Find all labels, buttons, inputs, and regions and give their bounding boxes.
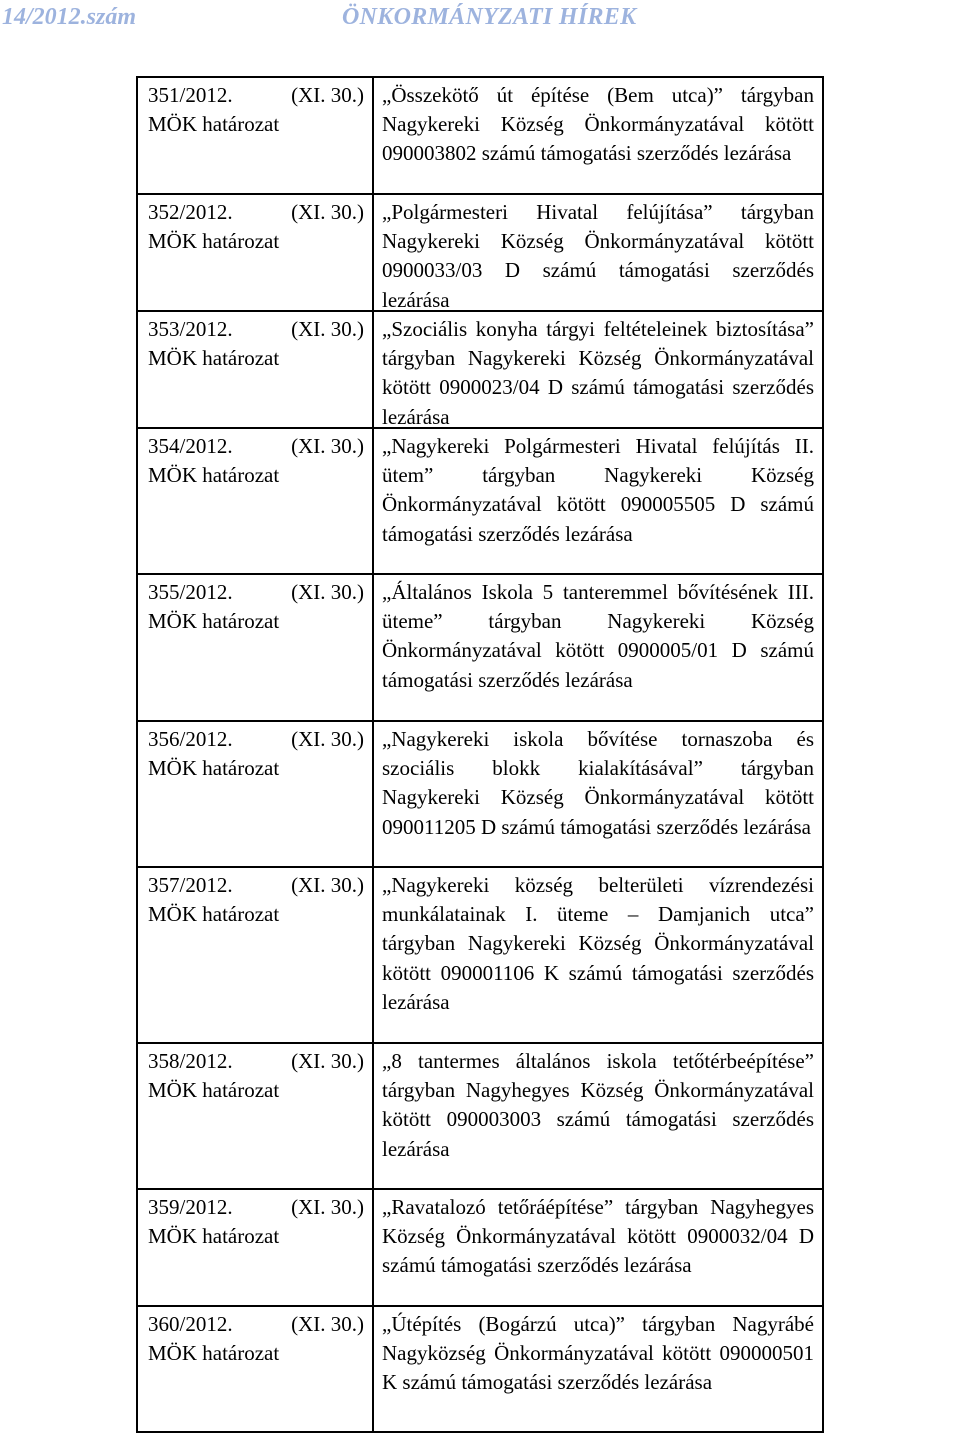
resolution-date: (XI. 30.) (291, 873, 364, 897)
resolution-row (138, 1307, 822, 1431)
resolution-type: MÖK határozat (148, 1341, 280, 1365)
publication-title: ÖNKORMÁNYZATI HÍREK (342, 4, 637, 30)
resolution-number: 356/2012. (148, 727, 233, 751)
resolution-subject: „Polgármesteri Hivatal felújítása” tárgyban Nagykereki Község Önkormányzatával kötött 0900033/03 D számú támogatási szerződés lezárása (382, 200, 814, 312)
resolution-date: (XI. 30.) (291, 434, 364, 458)
resolution-subject: „Nagykereki iskola bővítése tornaszoba és szociális blokk kialakításával” tárgyban Nagykereki Község Önkormányzatával kötött 090011205 D számú támogatási szerződés lezárása (382, 727, 814, 839)
resolution-subject: „Összekötő út építése (Bem utca)” tárgyban Nagykereki Község Önkormányzatával kötött 090003802 számú támogatási szerződés lezárása (382, 83, 814, 166)
resolution-type: MÖK határozat (148, 463, 280, 487)
resolution-reference (138, 868, 374, 1042)
resolution-reference (138, 1307, 374, 1431)
resolution-reference (138, 78, 374, 193)
resolution-date: (XI. 30.) (291, 317, 364, 341)
resolution-date: (XI. 30.) (291, 200, 364, 224)
resolution-reference (138, 195, 374, 310)
resolution-date: (XI. 30.) (291, 1312, 364, 1336)
resolution-row (138, 868, 822, 1044)
resolution-type: MÖK határozat (148, 1224, 280, 1248)
resolution-date: (XI. 30.) (291, 580, 364, 604)
resolution-subject: „Nagykereki Polgármesteri Hivatal felújítás II. ütem” tárgyban Nagykereki Község Önkormányzatával kötött 090005505 D számú támogatási szerződés lezárása (382, 434, 814, 546)
resolution-type: MÖK határozat (148, 112, 280, 136)
resolution-date: (XI. 30.) (291, 1195, 364, 1219)
resolution-number: 357/2012. (148, 873, 233, 897)
resolution-number: 359/2012. (148, 1195, 233, 1219)
resolution-subject: „Útépítés (Bogárzú utca)” tárgyban Nagyrábé Nagyközség Önkormányzatával kötött 090000501 K számú támogatási szerződés lezárása (382, 1312, 814, 1395)
resolution-row (138, 1190, 822, 1307)
resolution-date: (XI. 30.) (291, 83, 364, 107)
resolution-row (138, 312, 822, 429)
resolution-reference (138, 722, 374, 866)
resolution-reference (138, 312, 374, 427)
resolution-number: 354/2012. (148, 434, 233, 458)
resolution-subject: „Ravatalozó tetőráépítése” tárgyban Nagyhegyes Község Önkormányzatával kötött 0900032/04 D számú támogatási szerződés lezárása (382, 1195, 814, 1278)
resolution-reference (138, 429, 374, 573)
resolution-reference (138, 1190, 374, 1305)
resolution-date: (XI. 30.) (291, 727, 364, 751)
page-header (0, 0, 960, 36)
resolution-subject: „Nagykereki község belterületi vízrendezési munkálatainak I. üteme – Damjanich utca” tárgyban Nagykereki Község Önkormányzatával kötött 090001106 K számú támogatási szerződés lezárása (382, 873, 814, 1014)
resolution-subject: „Szociális konyha tárgyi feltételeinek biztosítása” tárgyban Nagykereki Község Önkormányzatával kötött 0900023/04 D számú támogatási szerződés lezárása (382, 317, 814, 429)
resolution-number: 360/2012. (148, 1312, 233, 1336)
resolution-row (138, 1044, 822, 1190)
resolution-number: 355/2012. (148, 580, 233, 604)
resolution-date: (XI. 30.) (291, 1049, 364, 1073)
resolution-row (138, 429, 822, 575)
resolution-type: MÖK határozat (148, 902, 280, 926)
resolution-number: 358/2012. (148, 1049, 233, 1073)
resolution-row (138, 78, 822, 195)
resolution-reference (138, 575, 374, 720)
resolution-type: MÖK határozat (148, 756, 280, 780)
resolution-subject: „8 tantermes általános iskola tetőtérbeépítése” tárgyban Nagyhegyes Község Önkormányzatával kötött 090003003 számú támogatási szerződés lezárása (382, 1049, 814, 1161)
resolution-row (138, 575, 822, 722)
resolution-number: 352/2012. (148, 200, 233, 224)
resolution-row (138, 195, 822, 312)
resolution-reference (138, 1044, 374, 1188)
resolution-number: 351/2012. (148, 83, 233, 107)
resolution-row (138, 722, 822, 868)
resolution-type: MÖK határozat (148, 1078, 280, 1102)
issue-number: 14/2012.szám (2, 4, 137, 30)
resolution-number: 353/2012. (148, 317, 233, 341)
resolution-type: MÖK határozat (148, 609, 280, 633)
resolutions-table (136, 76, 824, 1433)
resolution-type: MÖK határozat (148, 346, 280, 370)
resolution-subject: „Általános Iskola 5 tanteremmel bővítésének III. üteme” tárgyban Nagykereki Község Önkormányzatával kötött 0900005/01 D számú támogatási szerződés lezárása (382, 580, 814, 692)
resolution-type: MÖK határozat (148, 229, 280, 253)
